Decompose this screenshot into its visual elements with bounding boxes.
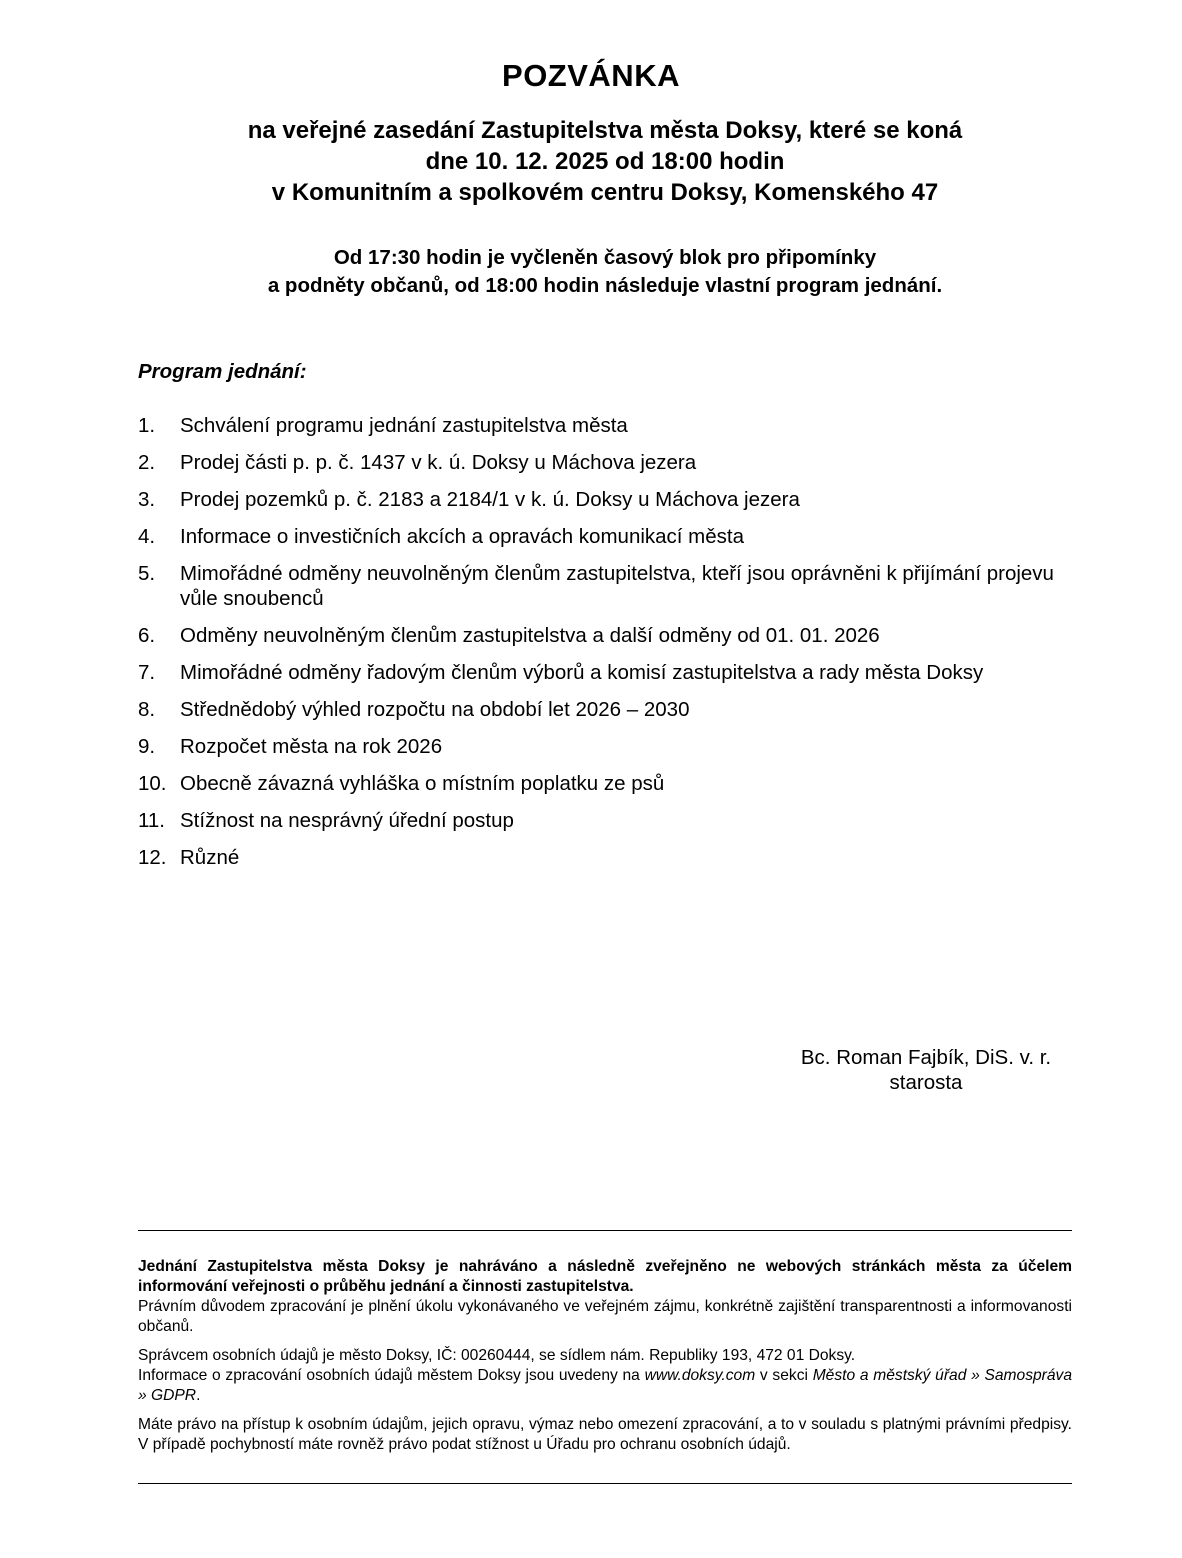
agenda-item bbox=[138, 487, 1058, 512]
meeting-date-time: dne 10. 12. 2025 od 18:00 hodin bbox=[425, 148, 785, 175]
agenda-item-number: 6. bbox=[138, 624, 156, 647]
controller-info: Správcem osobních údajů je město Doksy, IČ: 00260444, se sídlem nám. Republiky 193, 472 01 Doksy. bbox=[138, 1347, 856, 1364]
gdpr-info-prefix: Informace o zpracování osobních údajů městem Doksy jsou uvedeny na bbox=[138, 1367, 645, 1384]
agenda-item-number: 5. bbox=[138, 562, 156, 585]
agenda-item-number: 2. bbox=[138, 451, 156, 474]
agenda-item bbox=[138, 561, 1058, 611]
agenda-item-text: Mimořádné odměny neuvolněným členům zastupitelstva, kteří jsou oprávněni k přijímání projevu vůle snoubenců bbox=[180, 562, 1054, 610]
agenda-item-number: 4. bbox=[138, 525, 156, 548]
agenda-item-text: Mimořádné odměny řadovým členům výborů a komisí zastupitelstva a rady města Doksy bbox=[180, 661, 984, 684]
program-heading: Program jednání: bbox=[138, 360, 307, 383]
gdpr-info-middle: v sekci bbox=[755, 1367, 813, 1384]
agenda-item bbox=[138, 413, 1058, 438]
agenda-item bbox=[138, 808, 1058, 833]
agenda-item-number: 3. bbox=[138, 488, 156, 511]
agenda-item-text: Obecně závazná vyhláška o místním poplatku ze psů bbox=[180, 772, 665, 795]
agenda-item-text: Střednědobý výhled rozpočtu na období let 2026 – 2030 bbox=[180, 698, 690, 721]
agenda-item bbox=[138, 697, 1058, 722]
data-subject-rights: Máte právo na přístup k osobním údajům, jejich opravu, výmaz nebo omezení zpracování, a to v souladu s platnými právními předpisy. V případě pochybností máte rovněž právo podat stížnost u Úřadu pro ochranu osobních údajů. bbox=[138, 1416, 1072, 1453]
agenda-item-number: 10. bbox=[138, 772, 167, 795]
agenda-item-text: Prodej části p. p. č. 1437 v k. ú. Doksy u Máchova jezera bbox=[180, 451, 697, 474]
agenda-item-number: 1. bbox=[138, 414, 156, 437]
gdpr-info-suffix: . bbox=[196, 1387, 201, 1404]
agenda-item-number: 9. bbox=[138, 735, 156, 758]
gdpr-section-path: Město a městský úřad » Samospráva » GDPR bbox=[138, 1367, 1073, 1404]
citizen-comments-notice bbox=[100, 244, 1110, 300]
meeting-description: na veřejné zasedání Zastupitelstva města Doksy, které se koná bbox=[247, 117, 963, 144]
agenda-item bbox=[138, 845, 1058, 870]
agenda-item bbox=[138, 734, 1058, 759]
notice-line-1: Od 17:30 hodin je vyčleněn časový blok pro připomínky bbox=[333, 246, 877, 269]
footer-divider-top bbox=[138, 1230, 1072, 1231]
gdpr-footer bbox=[138, 1257, 1072, 1461]
agenda-item-number: 11. bbox=[138, 809, 165, 832]
agenda-item-text: Prodej pozemků p. č. 2183 a 2184/1 v k. ú. Doksy u Máchova jezera bbox=[180, 488, 800, 511]
document-title: POZVÁNKA bbox=[502, 58, 680, 93]
agenda-item-text: Stížnost na nesprávný úřední postup bbox=[180, 809, 514, 832]
agenda-item-text: Různé bbox=[180, 846, 240, 869]
legal-basis: Právním důvodem zpracování je plnění úkolu vykonávaného ve veřejném zájmu, konkrétně zajištění transparentnosti a informovanosti občanů. bbox=[138, 1298, 1072, 1335]
agenda-item-number: 12. bbox=[138, 846, 167, 869]
agenda-item-text: Schválení programu jednání zastupitelstva města bbox=[180, 414, 628, 437]
meeting-venue: v Komunitním a spolkovém centru Doksy, Komenského 47 bbox=[271, 179, 939, 206]
agenda-item-text: Informace o investičních akcích a opravách komunikací města bbox=[180, 525, 745, 548]
recording-notice: Jednání Zastupitelstva města Doksy je nahráváno a následně zveřejněno ne webových stránkách města za účelem informování veřejnosti o průběhu jednání a činnosti zastupitelstva. bbox=[138, 1258, 1072, 1295]
meeting-details bbox=[100, 115, 1110, 208]
signature-block bbox=[770, 1045, 1082, 1095]
agenda-item-number: 7. bbox=[138, 661, 156, 684]
agenda-item bbox=[138, 524, 1058, 549]
agenda-item-number: 8. bbox=[138, 698, 156, 721]
footer-divider-bottom bbox=[138, 1483, 1072, 1484]
agenda-item bbox=[138, 623, 1058, 648]
agenda-item-text: Odměny neuvolněným členům zastupitelstva a další odměny od 01. 01. 2026 bbox=[180, 624, 880, 647]
gdpr-info bbox=[138, 1366, 1072, 1406]
website-link[interactable]: www.doksy.com bbox=[644, 1367, 756, 1384]
agenda-item bbox=[138, 660, 1058, 685]
agenda-item bbox=[138, 771, 1058, 796]
agenda-list bbox=[138, 413, 1058, 882]
agenda-item-text: Rozpočet města na rok 2026 bbox=[180, 735, 443, 758]
agenda-item bbox=[138, 450, 1058, 475]
signatory-role: starosta bbox=[889, 1071, 963, 1094]
signatory-name: Bc. Roman Fajbík, DiS. v. r. bbox=[800, 1046, 1052, 1069]
notice-line-2: a podněty občanů, od 18:00 hodin následuje vlastní program jednání. bbox=[267, 274, 943, 297]
